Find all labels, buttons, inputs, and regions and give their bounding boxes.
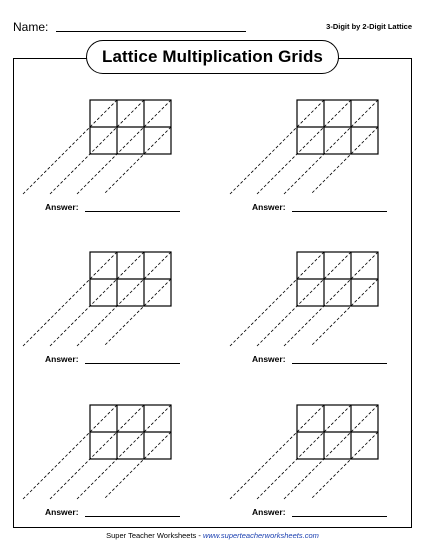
lattice-diagonal — [311, 432, 378, 499]
answer-line[interactable] — [85, 211, 180, 212]
lattice-diagonal — [77, 100, 171, 194]
problem-6 — [252, 403, 412, 533]
lattice-diagonal — [50, 100, 144, 194]
lattice-diagonal — [104, 127, 171, 194]
lattice-diagonal — [50, 252, 144, 346]
lattice-diagonal — [104, 279, 171, 346]
footer-link[interactable]: www.superteacherworksheets.com — [202, 531, 319, 540]
problem-5 — [45, 403, 205, 533]
lattice-diagonal — [311, 127, 378, 194]
lattice-diagonal — [104, 432, 171, 499]
worksheet-subtitle: 3-Digit by 2-Digit Lattice — [326, 22, 412, 31]
name-row — [13, 20, 233, 36]
answer-line[interactable] — [85, 516, 180, 517]
page-title: Lattice Multiplication Grids — [86, 40, 339, 74]
problem-3 — [45, 250, 205, 380]
lattice-grid[interactable] — [252, 250, 412, 360]
problem-2 — [252, 98, 412, 228]
problem-4 — [252, 250, 412, 380]
answer-line[interactable] — [85, 363, 180, 364]
answer-line[interactable] — [292, 363, 387, 364]
name-input-line[interactable] — [56, 31, 246, 32]
answer-line[interactable] — [292, 211, 387, 212]
lattice-diagonal — [257, 252, 351, 346]
lattice-grid[interactable] — [252, 98, 412, 208]
lattice-grid[interactable] — [252, 403, 412, 513]
lattice-grid[interactable] — [45, 98, 205, 208]
answer-label: Answer: — [45, 354, 79, 364]
lattice-grid[interactable] — [45, 403, 205, 513]
lattice-diagonal — [77, 405, 171, 499]
lattice-diagonal — [284, 100, 378, 194]
lattice-diagonal — [284, 405, 378, 499]
answer-label: Answer: — [252, 202, 286, 212]
name-label: Name: — [13, 20, 49, 34]
problem-1 — [45, 98, 205, 228]
lattice-diagonal — [257, 100, 351, 194]
lattice-grid[interactable] — [45, 250, 205, 360]
lattice-diagonal — [77, 252, 171, 346]
answer-line[interactable] — [292, 516, 387, 517]
answer-label: Answer: — [252, 354, 286, 364]
lattice-diagonal — [284, 252, 378, 346]
footer — [0, 531, 425, 540]
lattice-diagonal — [257, 405, 351, 499]
footer-text: Super Teacher Worksheets - — [106, 531, 203, 540]
answer-label: Answer: — [45, 507, 79, 517]
lattice-diagonal — [311, 279, 378, 346]
answer-label: Answer: — [252, 507, 286, 517]
lattice-diagonal — [50, 405, 144, 499]
answer-label: Answer: — [45, 202, 79, 212]
